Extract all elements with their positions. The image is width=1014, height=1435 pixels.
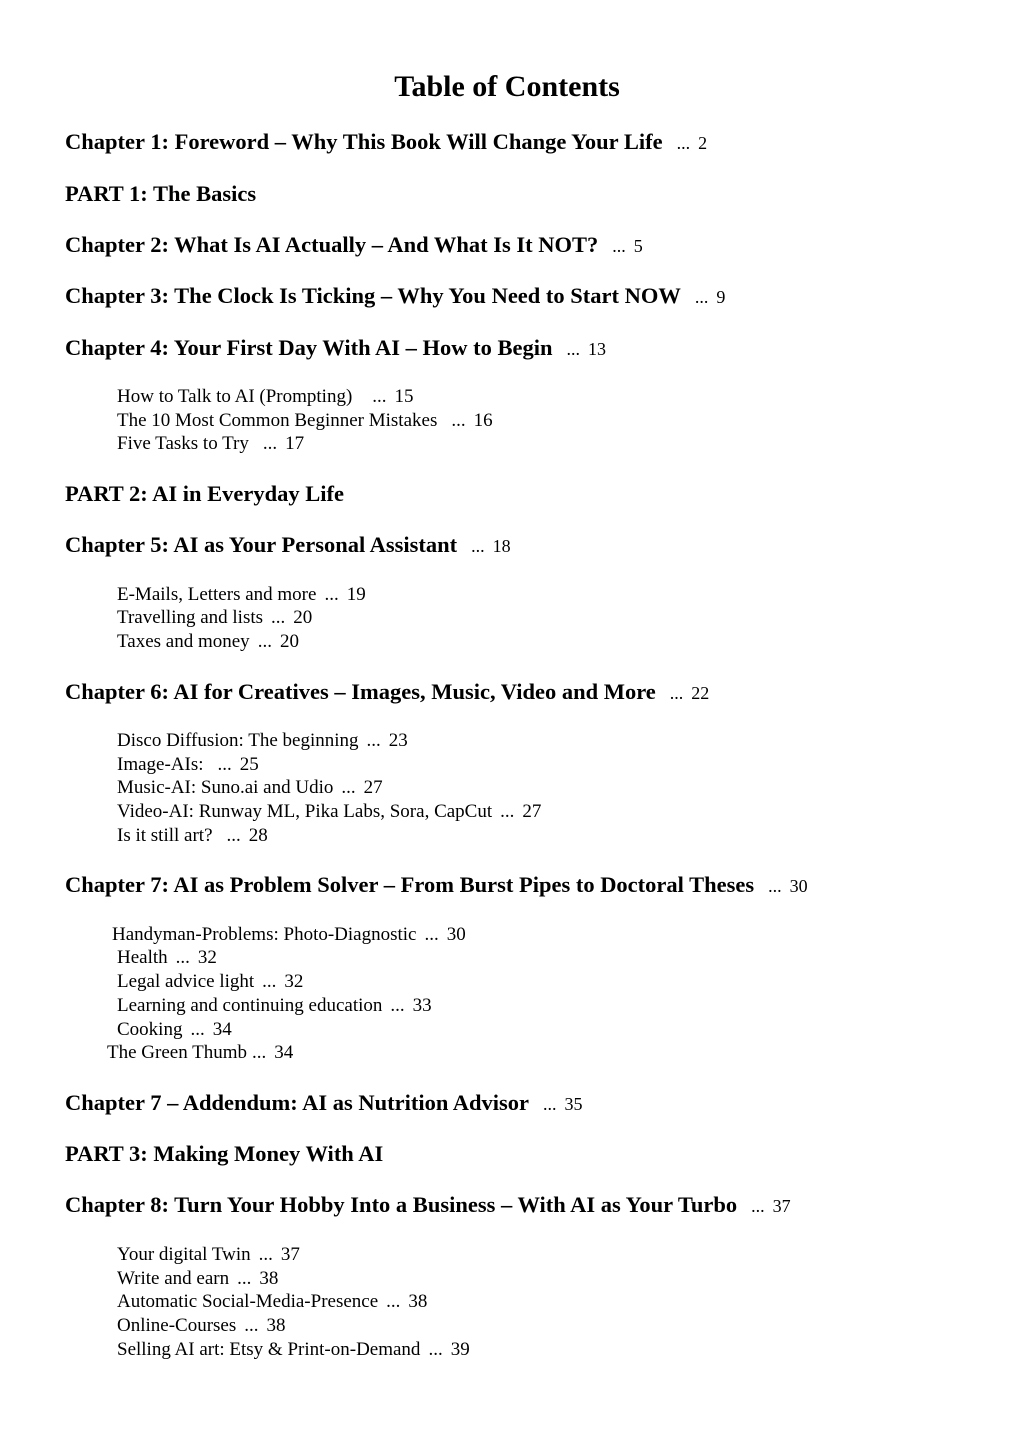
toc-chapter-5 [65, 531, 511, 560]
toc-entry-title: Chapter 3: The Clock Is Ticking – Why You Need to Start NOW [65, 283, 681, 308]
toc-leader: ... [751, 1196, 765, 1216]
toc-section [117, 1290, 427, 1314]
toc-leader: ... [566, 339, 581, 359]
toc-section [117, 1338, 470, 1362]
toc-chapter-1 [65, 128, 707, 157]
toc-section [117, 1243, 300, 1267]
toc-entry-title: Chapter 8: Turn Your Hobby Into a Business – With AI as Your Turbo [65, 1192, 738, 1217]
toc-page-number: 37 [772, 1196, 791, 1216]
toc-chapter-4 [65, 334, 606, 363]
toc-section [117, 946, 217, 970]
toc-part-2 [65, 480, 344, 508]
toc-page-number: 39 [450, 1339, 470, 1360]
toc-entry-title: Image-AIs: [117, 754, 204, 775]
toc-entry-title: Five Tasks to Try [117, 433, 249, 454]
toc-entry-title: Chapter 2: What Is AI Actually – And What Is It NOT? [65, 232, 599, 257]
toc-page-number: 32 [197, 947, 217, 968]
toc-leader: ... [386, 1291, 401, 1312]
toc-section [117, 1018, 232, 1042]
toc-section [117, 800, 541, 824]
toc-section [117, 630, 299, 654]
toc-leader: ... [424, 924, 439, 945]
toc-leader: ... [324, 584, 339, 605]
toc-leader: ... [237, 1268, 252, 1289]
toc-page-number: 27 [363, 777, 383, 798]
toc-page-number: 25 [239, 754, 259, 775]
toc-leader: ... [390, 995, 405, 1016]
toc-entry-title: E-Mails, Letters and more [117, 584, 317, 605]
toc-page-number: 18 [492, 536, 511, 556]
toc-entry-title: PART 1: The Basics [65, 181, 257, 206]
toc-chapter-3 [65, 282, 725, 311]
toc-entry-title: PART 3: Making Money With AI [65, 1141, 384, 1166]
page-title: Table of Contents [394, 70, 620, 103]
toc-page-number: 33 [412, 995, 432, 1016]
toc-leader: ... [257, 631, 272, 652]
toc-section [117, 409, 493, 433]
toc-leader: ... [669, 683, 684, 703]
toc-entry-title: Legal advice light [117, 971, 255, 992]
toc-leader: ... [271, 607, 286, 628]
toc-leader: ... [244, 1315, 259, 1336]
toc-page-number: 22 [691, 683, 710, 703]
toc-page-number: 38 [408, 1291, 428, 1312]
toc-leader: ... [262, 433, 278, 454]
toc-leader: ... [676, 133, 691, 153]
toc-entry-title: Health [117, 947, 168, 968]
toc-leader: ... [175, 947, 190, 968]
toc-entry-title: Travelling and lists [117, 607, 264, 628]
toc-chapter-6 [65, 678, 709, 707]
toc-leader: ... [252, 1042, 267, 1063]
toc-page-number: 38 [259, 1268, 279, 1289]
toc-leader: ... [768, 876, 782, 896]
toc-page-number: 28 [248, 825, 268, 846]
toc-entry-title: Disco Diffusion: The beginning [117, 730, 359, 751]
toc-section [117, 1314, 286, 1338]
toc-section [117, 753, 259, 777]
toc-page-number: 20 [293, 607, 313, 628]
toc-entry-title: How to Talk to AI (Prompting) [117, 386, 353, 407]
toc-leader: ... [451, 410, 466, 431]
toc-entry-title: Chapter 6: AI for Creatives – Images, Music, Video and More [65, 679, 656, 704]
toc-leader: ... [428, 1339, 443, 1360]
toc-entry-title: The Green Thumb [107, 1042, 247, 1063]
toc-entry-title: Chapter 5: AI as Your Personal Assistant [65, 532, 458, 557]
toc-section [117, 1267, 278, 1291]
toc-page-number: 17 [285, 433, 305, 454]
toc-section [117, 606, 312, 630]
toc-entry-title: The 10 Most Common Beginner Mistakes [117, 410, 438, 431]
toc-entry-title: Video-AI: Runway ML, Pika Labs, Sora, CapCut [117, 801, 493, 822]
toc-page-number: 35 [564, 1094, 583, 1114]
toc-chapter-2 [65, 231, 643, 260]
toc-section [107, 1041, 293, 1065]
toc-part-3 [65, 1140, 383, 1168]
toc-leader: ... [190, 1019, 205, 1040]
toc-entry-title: Write and earn [117, 1268, 230, 1289]
toc-entry-title: Chapter 4: Your First Day With AI – How to Begin [65, 335, 553, 360]
toc-leader: ... [372, 386, 387, 407]
toc-page-number: 19 [346, 584, 366, 605]
toc-section [117, 970, 303, 994]
toc-entry-title: PART 2: AI in Everyday Life [65, 481, 345, 506]
toc-leader: ... [612, 236, 626, 256]
toc-chapter-7-addendum [65, 1089, 583, 1118]
toc-page-number: 27 [522, 801, 542, 822]
toc-leader: ... [500, 801, 515, 822]
toc-entry-title: Chapter 7 – Addendum: AI as Nutrition Advisor [65, 1090, 530, 1115]
toc-section [117, 729, 408, 753]
toc-entry-title: Selling AI art: Etsy & Print-on-Demand [117, 1339, 421, 1360]
toc-leader: ... [341, 777, 356, 798]
toc-page-number: 23 [388, 730, 408, 751]
toc-section [117, 432, 304, 456]
toc-entry-title: Chapter 1: Foreword – Why This Book Will Change Your Life [65, 129, 663, 154]
toc-page-number: 38 [266, 1315, 286, 1336]
toc-chapter-8 [65, 1191, 791, 1220]
toc-page-number: 9 [716, 287, 726, 307]
toc-leader: ... [258, 1244, 273, 1265]
toc-entry-title: Handyman-Problems: Photo-Diagnostic [112, 924, 417, 945]
toc-page-number: 15 [394, 386, 414, 407]
toc-entry-title: Cooking [117, 1019, 183, 1040]
toc-page-number: 34 [212, 1019, 232, 1040]
toc-entry-title: Online-Courses [117, 1315, 237, 1336]
toc-page-number: 16 [473, 410, 493, 431]
toc-leader: ... [694, 287, 709, 307]
toc-entry-title: Automatic Social-Media-Presence [117, 1291, 379, 1312]
toc-section [117, 824, 268, 848]
toc-page-number: 5 [633, 236, 643, 256]
toc-leader: ... [366, 730, 381, 751]
toc-page-number: 34 [274, 1042, 294, 1063]
toc-section [112, 923, 466, 947]
toc-chapter-7 [65, 871, 808, 900]
toc-entry-title: Music-AI: Suno.ai and Udio [117, 777, 334, 798]
toc-section [117, 583, 366, 607]
toc-leader: ... [226, 825, 241, 846]
toc-leader: ... [217, 754, 232, 775]
toc-part-1 [65, 180, 256, 208]
toc-leader: ... [471, 536, 485, 556]
toc-page-number: 20 [279, 631, 299, 652]
toc-entry-title: Is it still art? [117, 825, 213, 846]
toc-leader: ... [262, 971, 277, 992]
toc-entry-title: Taxes and money [117, 631, 250, 652]
toc-page-number: 30 [446, 924, 466, 945]
toc-page-number: 2 [698, 133, 708, 153]
toc-entry-title: Your digital Twin [117, 1244, 251, 1265]
toc-entry-title: Learning and continuing education [117, 995, 383, 1016]
toc-page-number: 13 [588, 339, 607, 359]
toc-section [117, 385, 414, 409]
toc-page-number: 32 [284, 971, 304, 992]
toc-section [117, 776, 383, 800]
toc-page-number: 37 [280, 1244, 300, 1265]
toc-entry-title: Chapter 7: AI as Problem Solver – From Burst Pipes to Doctoral Theses [65, 872, 755, 897]
toc-page-number: 30 [789, 876, 808, 896]
toc-leader: ... [543, 1094, 557, 1114]
toc-section [117, 994, 432, 1018]
